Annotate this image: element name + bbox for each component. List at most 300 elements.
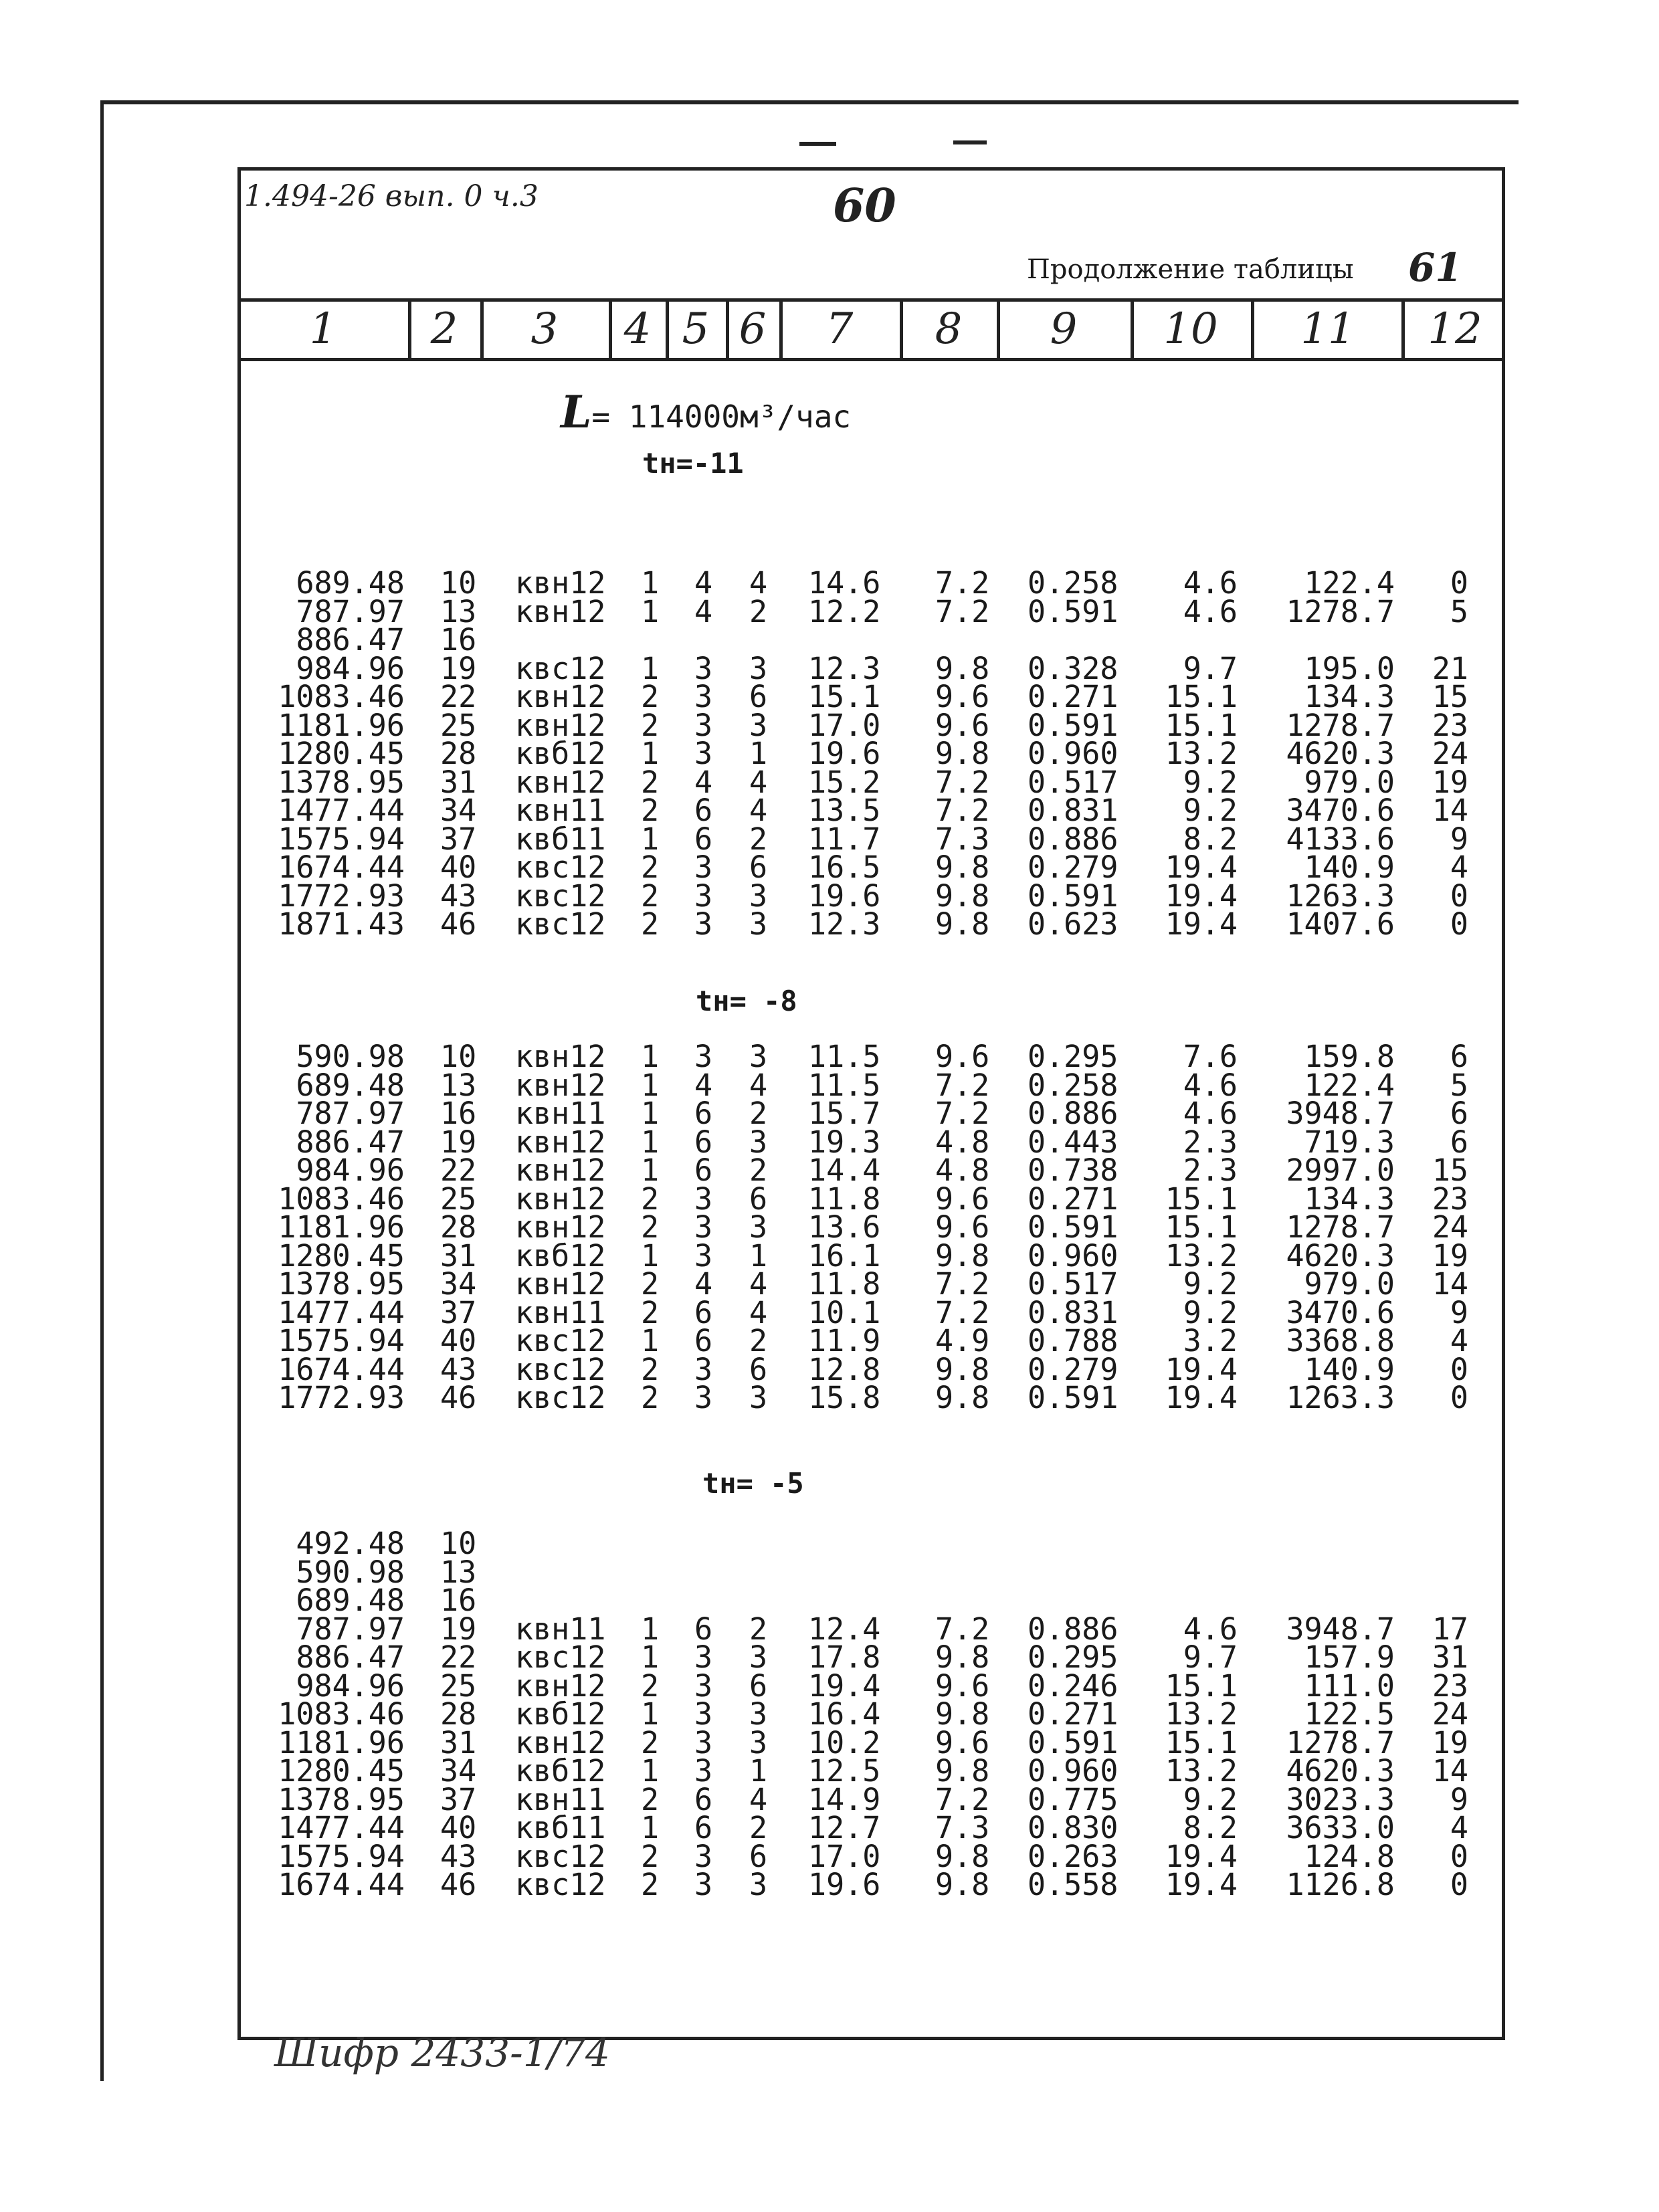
table-row [0,1181,1659,1217]
cell-c11-value: 2997.0 [1286,1152,1395,1188]
cell-c9-value: 0.295 [1028,1039,1118,1074]
cell-airflow-value: 1280.45 [278,1753,405,1789]
cell-diameter: 40 [440,1810,477,1845]
cell-c10-value: 4.6 [1183,1067,1238,1103]
cell-c9-value: 0.271 [1028,679,1118,714]
table-row [0,1867,1659,1902]
cell-c12-value: 9 [1450,1781,1468,1817]
cell-c5-value: 3 [694,1380,713,1415]
cell-airflow-value: 1674.44 [278,849,405,885]
cell-diameter: 43 [440,878,477,914]
cell-c11-value: 3948.7 [1286,1096,1395,1131]
cell-c11-value: 4620.3 [1286,1753,1395,1789]
cell-airflow-value: 1378.95 [278,764,405,800]
cell-unit-type: квс12 [515,1838,606,1874]
cell-c6-value: 1 [749,736,768,771]
cell-c8-value: 9.8 [935,1696,990,1732]
cell-velocity: 11.5 [808,1067,881,1103]
cell-diameter: 13 [440,1554,477,1590]
cell-c9-value: 0.830 [1028,1810,1118,1845]
cell-rows-count: 2 [641,793,660,828]
cell-rows-count: 1 [641,1152,660,1188]
cell-c9-value: 0.886 [1028,1611,1118,1647]
cell-c12-value: 14 [1432,1753,1468,1789]
column-number: 9 [1050,304,1078,354]
cell-c8-value: 4.8 [935,1124,990,1160]
cell-rows-count: 2 [641,679,660,714]
cell-unit-type: квн12 [515,1152,606,1188]
cell-unit-type: квн12 [515,1209,606,1245]
cell-c9-value: 0.517 [1028,764,1118,800]
cell-c8-value: 9.8 [935,650,990,686]
cell-c5-value: 6 [694,1124,713,1160]
cell-c12-value: 4 [1450,1323,1468,1359]
cell-c8-value: 9.8 [935,1838,990,1874]
cell-velocity: 10.1 [808,1294,881,1330]
cell-c10-value: 9.2 [1183,764,1238,800]
table-row [0,679,1659,714]
cell-c5-value: 3 [694,1838,713,1874]
cell-airflow-value: 886.47 [296,1124,405,1160]
cell-c6-value: 6 [749,1668,768,1704]
cell-rows-count: 1 [641,650,660,686]
cell-velocity: 14.9 [808,1781,881,1817]
cell-diameter: 25 [440,707,477,743]
cell-diameter: 46 [440,1380,477,1415]
table-row [0,565,1659,601]
cell-unit-type: квн12 [515,1039,606,1074]
table-row [0,1067,1659,1103]
cell-airflow-value: 1181.96 [278,707,405,743]
cell-diameter: 25 [440,1181,477,1217]
cell-c8-value: 4.9 [935,1323,990,1359]
cell-rows-count: 2 [641,1209,660,1245]
cell-velocity: 15.7 [808,1096,881,1131]
cell-c5-value: 3 [694,1724,713,1761]
cell-unit-type: квб12 [515,736,606,771]
cell-c5-value: 3 [694,1696,713,1732]
cell-airflow-value: 590.98 [296,1554,405,1590]
cell-c6-value: 2 [749,1323,768,1359]
cell-rows-count: 2 [641,849,660,885]
cell-c11-value: 3948.7 [1286,1611,1395,1647]
cell-c10-value: 15.1 [1165,1724,1238,1761]
cell-c5-value: 6 [694,1810,713,1845]
cell-c5-value: 4 [694,593,713,629]
cell-c12-value: 4 [1450,849,1468,885]
cell-c11-value: 3470.6 [1286,793,1395,828]
cell-diameter: 34 [440,1753,477,1789]
table-row [0,1124,1659,1160]
cell-diameter: 43 [440,1351,477,1387]
cell-c8-value: 9.8 [935,906,990,942]
cell-diameter: 13 [440,1067,477,1103]
cell-c12-value: 21 [1432,650,1468,686]
cell-c11-value: 122.4 [1304,565,1395,601]
cell-c5-value: 3 [694,1039,713,1074]
cell-c8-value: 9.8 [935,1753,990,1789]
cell-c8-value: 7.2 [935,1294,990,1330]
cell-c10-value: 19.4 [1165,1380,1238,1415]
cell-c11-value: 1278.7 [1286,707,1395,743]
cell-diameter: 19 [440,650,477,686]
cell-airflow-value: 1280.45 [278,736,405,771]
cell-rows-count: 2 [641,1724,660,1761]
cell-velocity: 16.5 [808,849,881,885]
cell-c9-value: 0.591 [1028,1209,1118,1245]
cell-c11-value: 1407.6 [1286,906,1395,942]
cell-diameter: 10 [440,1526,477,1561]
cell-velocity: 15.2 [808,764,881,800]
cell-rows-count: 1 [641,1696,660,1732]
table-row [0,1237,1659,1274]
cell-rows-count: 2 [641,1294,660,1330]
cell-velocity: 12.8 [808,1351,881,1387]
cell-c6-value: 3 [749,906,768,942]
cell-c8-value: 7.2 [935,1611,990,1647]
cell-rows-count: 1 [641,1096,660,1131]
cell-velocity: 11.9 [808,1323,881,1359]
cell-unit-type: квн12 [515,593,606,629]
cell-c10-value: 19.4 [1165,849,1238,885]
cell-c11-value: 1278.7 [1286,1209,1395,1245]
cell-c10-value: 19.4 [1165,1838,1238,1874]
cell-c12-value: 4 [1450,1810,1468,1845]
table-row [0,764,1659,800]
cell-c9-value: 0.271 [1028,1696,1118,1732]
cell-airflow-value: 1181.96 [278,1209,405,1245]
cell-airflow-value: 1280.45 [278,1237,405,1274]
table-row [0,1380,1659,1415]
cell-c12-value: 17 [1432,1611,1468,1647]
cell-velocity: 13.6 [808,1209,881,1245]
cell-unit-type: квс12 [515,1639,606,1675]
cell-unit-type: квб12 [515,1696,606,1732]
table-row [0,1696,1659,1732]
cell-unit-type: квс12 [515,1380,606,1415]
cell-c8-value: 9.8 [935,878,990,914]
cell-c12-value: 5 [1450,1067,1468,1103]
cell-c10-value: 3.2 [1183,1323,1238,1359]
cell-diameter: 22 [440,1152,477,1188]
cell-c8-value: 9.6 [935,1181,990,1217]
table-row [0,1266,1659,1302]
cell-c6-value: 4 [749,565,768,601]
cell-c11-value: 719.3 [1304,1124,1395,1160]
cell-c5-value: 3 [694,1753,713,1789]
cell-c11-value: 159.8 [1304,1039,1395,1074]
cell-c12-value: 6 [1450,1039,1468,1074]
column-number: 6 [739,304,767,354]
cell-diameter: 16 [440,622,477,658]
cell-c9-value: 0.591 [1028,593,1118,629]
cell-c11-value: 134.3 [1304,679,1395,714]
cell-c9-value: 0.246 [1028,1668,1118,1704]
cell-c9-value: 0.788 [1028,1323,1118,1359]
cell-c5-value: 6 [694,1294,713,1330]
cell-c8-value: 9.8 [935,1639,990,1675]
header-rule-top [237,298,1502,302]
cell-c11-value: 4620.3 [1286,736,1395,771]
cell-c11-value: 4133.6 [1286,821,1395,857]
cell-c6-value: 4 [749,1781,768,1817]
cell-velocity: 12.3 [808,650,881,686]
air-flow-label [561,386,851,438]
table-row [0,1810,1659,1845]
cell-unit-type: квн12 [515,1266,606,1302]
cell-c12-value: 19 [1432,764,1468,800]
cell-c9-value: 0.443 [1028,1124,1118,1160]
cell-c6-value: 3 [749,1380,768,1415]
cell-c8-value: 7.2 [935,1096,990,1131]
cell-c11-value: 1278.7 [1286,1724,1395,1761]
cell-c11-value: 3633.0 [1286,1810,1395,1845]
cell-c5-value: 6 [694,1611,713,1647]
cell-c6-value: 1 [749,1753,768,1789]
cell-airflow-value: 1181.96 [278,1724,405,1761]
cell-c5-value: 3 [694,1237,713,1274]
cell-c12-value: 0 [1450,1867,1468,1902]
cell-c5-value: 3 [694,1639,713,1675]
cell-c5-value: 6 [694,821,713,857]
footer-cipher: Шифр 2433-1/74 [274,2030,610,2076]
cell-c10-value: 15.1 [1165,1209,1238,1245]
cell-velocity: 12.4 [808,1611,881,1647]
cell-velocity: 12.7 [808,1810,881,1845]
cell-diameter: 19 [440,1611,477,1647]
cell-c6-value: 3 [749,1696,768,1732]
table-row [0,1838,1659,1874]
cell-c5-value: 6 [694,1152,713,1188]
cell-c9-value: 0.263 [1028,1838,1118,1874]
cell-diameter: 22 [440,679,477,714]
cell-c9-value: 0.328 [1028,650,1118,686]
cell-c5-value: 3 [694,650,713,686]
cell-c9-value: 0.295 [1028,1639,1118,1675]
cell-velocity: 14.6 [808,565,881,601]
cell-rows-count: 2 [641,878,660,914]
cell-c8-value: 9.8 [935,1867,990,1902]
cell-c5-value: 4 [694,1266,713,1302]
cell-c6-value: 4 [749,1266,768,1302]
cell-unit-type: квс12 [515,650,606,686]
table-row [0,1753,1659,1789]
cell-c9-value: 0.591 [1028,1380,1118,1415]
cell-airflow-value: 886.47 [296,622,405,658]
cell-rows-count: 2 [641,1380,660,1415]
cell-airflow-value: 1083.46 [278,679,405,714]
cell-airflow-value: 1772.93 [278,1380,405,1415]
cell-c12-value: 14 [1432,1266,1468,1302]
cell-unit-type: квс12 [515,1351,606,1387]
frame-tick-mark [799,142,836,146]
cell-c5-value: 3 [694,1181,713,1217]
table-row [0,1039,1659,1074]
cell-c6-value: 3 [749,1209,768,1245]
column-number: 10 [1163,304,1218,354]
cell-c5-value: 3 [694,849,713,885]
cell-c9-value: 0.960 [1028,736,1118,771]
cell-c6-value: 4 [749,764,768,800]
cell-diameter: 28 [440,1696,477,1732]
cell-c10-value: 15.1 [1165,707,1238,743]
table-row [0,1351,1659,1387]
cell-airflow-value: 1477.44 [278,793,405,828]
cell-c12-value: 15 [1432,1152,1468,1188]
cell-diameter: 28 [440,1209,477,1245]
header-rule-bottom [237,358,1502,361]
cell-c5-value: 3 [694,707,713,743]
cell-c5-value: 3 [694,679,713,714]
cell-c12-value: 0 [1450,1838,1468,1874]
cell-airflow-value: 787.97 [296,593,405,629]
cell-unit-type: квн12 [515,1124,606,1160]
cell-airflow-value: 689.48 [296,1067,405,1103]
cell-c5-value: 3 [694,1209,713,1245]
cell-c5-value: 4 [694,1067,713,1103]
cell-c5-value: 6 [694,1096,713,1131]
cell-rows-count: 2 [641,1266,660,1302]
flow-value: = 114000м³/час [591,399,852,435]
cell-velocity: 11.5 [808,1039,881,1074]
cell-airflow-value: 1674.44 [278,1351,405,1387]
frame-tick-mark [953,140,987,144]
table-row [0,707,1659,743]
cell-c11-value: 157.9 [1304,1639,1395,1675]
table-number: 61 [1408,245,1462,290]
cell-c6-value: 3 [749,1867,768,1902]
cell-c8-value: 9.6 [935,1039,990,1074]
cell-c6-value: 2 [749,1152,768,1188]
cell-c12-value: 0 [1450,878,1468,914]
cell-airflow-value: 1477.44 [278,1810,405,1845]
cell-velocity: 15.8 [808,1380,881,1415]
table-row [0,1668,1659,1704]
cell-rows-count: 1 [641,1611,660,1647]
cell-rows-count: 2 [641,764,660,800]
cell-c8-value: 7.2 [935,593,990,629]
cell-rows-count: 2 [641,1781,660,1817]
cell-c8-value: 9.8 [935,1380,990,1415]
table-row [0,622,1659,658]
cell-airflow-value: 1083.46 [278,1696,405,1732]
cell-c6-value: 2 [749,821,768,857]
cell-c11-value: 140.9 [1304,1351,1395,1387]
table-row [0,1526,1659,1561]
cell-c10-value: 9.2 [1183,1781,1238,1817]
cell-c8-value: 9.6 [935,1668,990,1704]
table-row [0,1724,1659,1761]
cell-c8-value: 7.2 [935,1067,990,1103]
cell-diameter: 16 [440,1583,477,1618]
cell-airflow-value: 1378.95 [278,1266,405,1302]
cell-c11-value: 1263.3 [1286,1380,1395,1415]
cell-unit-type: квн11 [515,1294,606,1330]
cell-rows-count: 1 [641,1067,660,1103]
cell-c10-value: 15.1 [1165,1181,1238,1217]
cell-velocity: 11.8 [808,1181,881,1217]
cell-c5-value: 3 [694,906,713,942]
cell-c10-value: 13.2 [1165,1237,1238,1274]
cell-diameter: 31 [440,1237,477,1274]
cell-c12-value: 31 [1432,1639,1468,1675]
cell-c10-value: 19.4 [1165,878,1238,914]
cell-unit-type: квс12 [515,906,606,942]
continuation-label: Продолжение таблицы [1027,254,1354,285]
cell-velocity: 17.8 [808,1639,881,1675]
column-number: 8 [935,304,963,354]
table-row [0,593,1659,629]
document-code: 1.494-26 вып. 0 ч.3 [244,179,539,213]
cell-unit-type: квн12 [515,1067,606,1103]
cell-rows-count: 1 [641,1237,660,1274]
cell-c10-value: 13.2 [1165,1696,1238,1732]
cell-c12-value: 0 [1450,906,1468,942]
cell-c10-value: 2.3 [1183,1152,1238,1188]
table-row [0,793,1659,828]
cell-c12-value: 23 [1432,707,1468,743]
cell-c11-value: 1126.8 [1286,1867,1395,1902]
cell-diameter: 10 [440,565,477,601]
table-row [0,1639,1659,1675]
cell-c6-value: 2 [749,1611,768,1647]
cell-velocity: 19.6 [808,878,881,914]
cell-c9-value: 0.591 [1028,707,1118,743]
column-number: 5 [682,304,710,354]
cell-c8-value: 9.6 [935,707,990,743]
cell-c12-value: 9 [1450,821,1468,857]
cell-c8-value: 9.8 [935,1351,990,1387]
column-number: 11 [1300,304,1355,354]
table-row [0,1611,1659,1647]
cell-c10-value: 7.6 [1183,1039,1238,1074]
cell-c8-value: 9.6 [935,1724,990,1761]
table-row [0,736,1659,771]
cell-c10-value: 9.2 [1183,1266,1238,1302]
cell-c8-value: 7.2 [935,1781,990,1817]
cell-c11-value: 3470.6 [1286,1294,1395,1330]
cell-rows-count: 2 [641,1668,660,1704]
cell-c9-value: 0.258 [1028,1067,1118,1103]
cell-c8-value: 9.8 [935,1237,990,1274]
cell-airflow-value: 1575.94 [278,821,405,857]
cell-c12-value: 6 [1450,1124,1468,1160]
cell-c5-value: 3 [694,878,713,914]
cell-diameter: 28 [440,736,477,771]
cell-c9-value: 0.517 [1028,1266,1118,1302]
cell-c6-value: 6 [749,1351,768,1387]
cell-rows-count: 2 [641,1351,660,1387]
cell-c5-value: 6 [694,1323,713,1359]
cell-c11-value: 3023.3 [1286,1781,1395,1817]
cell-c5-value: 4 [694,764,713,800]
table-row [0,878,1659,914]
cell-unit-type: квн11 [515,1611,606,1647]
cell-rows-count: 1 [641,593,660,629]
cell-rows-count: 2 [641,1181,660,1217]
cell-rows-count: 1 [641,1639,660,1675]
column-number: 12 [1428,304,1482,354]
cell-c12-value: 6 [1450,1096,1468,1131]
cell-c5-value: 6 [694,793,713,828]
cell-c9-value: 0.960 [1028,1237,1118,1274]
cell-c8-value: 9.8 [935,736,990,771]
cell-c10-value: 9.7 [1183,650,1238,686]
cell-unit-type: квс12 [515,849,606,885]
cell-c6-value: 3 [749,1039,768,1074]
cell-c9-value: 0.279 [1028,849,1118,885]
cell-c11-value: 1278.7 [1286,593,1395,629]
